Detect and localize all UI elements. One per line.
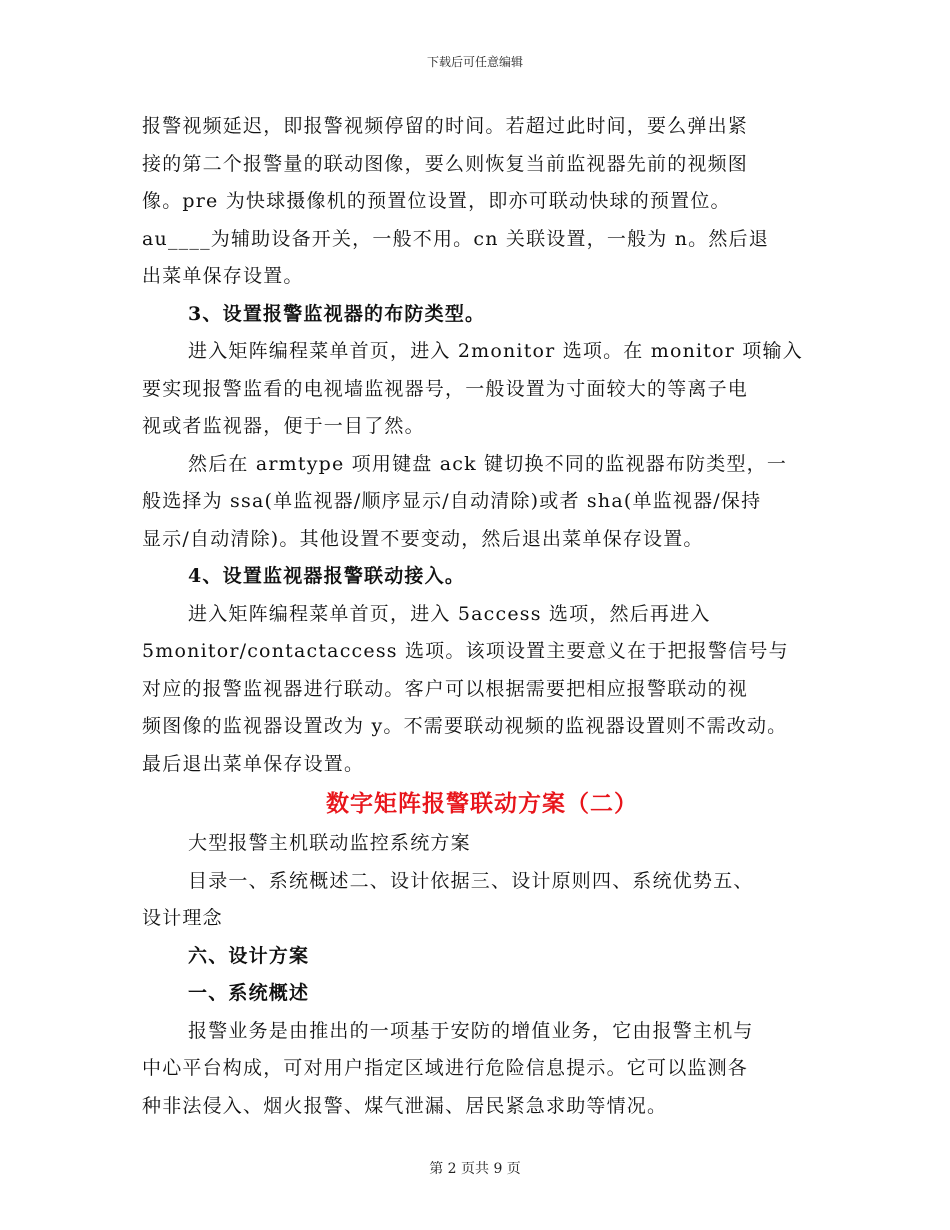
paragraph-line: 然后在 armtype 项用键盘 ack 键切换不同的监视器布防类型，一 xyxy=(188,452,788,475)
paragraph-line: 像。pre 为快球摄像机的预置位设置，即亦可联动快球的预置位。 xyxy=(142,190,731,212)
paragraph-line: au____为辅助设备开关，一般不用。cn 关联设置，一般为 n。然后退 xyxy=(142,227,769,250)
paragraph-line: 般选择为 ssa(单监视器/顺序显示/自动清除)或者 sha(单监视器/保持 xyxy=(142,490,762,512)
page-footer: 第 2 页共 9 页 xyxy=(429,1161,521,1177)
paragraph-line: 视或者监视器，便于一目了然。 xyxy=(142,415,425,437)
section-heading: 六、设计方案 xyxy=(188,944,310,967)
paragraph-line: 出菜单保存设置。 xyxy=(142,265,304,287)
paragraph-line: 报警视频延迟，即报警视频停留的时间。若超过此时间，要么弹出紧 xyxy=(142,115,749,137)
paragraph-line: 对应的报警监视器进行联动。客户可以根据需要把相应报警联动的视 xyxy=(142,677,749,700)
paragraph-line: 频图像的监视器设置改为 y。不需要联动视频的监视器设置则不需改动。 xyxy=(142,715,788,737)
paragraph-line: 设计理念 xyxy=(142,907,223,929)
section-title: 数字矩阵报警联动方案（二） xyxy=(326,790,638,817)
step-heading: 4、设置监视器报警联动接入。 xyxy=(188,565,466,587)
paragraph-line: 接的第二个报警量的联动图像，要么则恢复当前监视器先前的视频图 xyxy=(142,152,749,175)
paragraph-line: 显示/自动清除)。其他设置不要变动，然后退出菜单保存设置。 xyxy=(142,527,704,550)
document-body xyxy=(142,108,832,1125)
section-heading: 一、系统概述 xyxy=(188,982,310,1004)
paragraph-line: 进入矩阵编程菜单首页，进入 5access 选项，然后再进入 xyxy=(188,602,711,625)
paragraph-line: 要实现报警监看的电视墙监视器号，一般设置为寸面较大的等离子电 xyxy=(142,377,749,400)
step-heading: 3、设置报警监视器的布防类型。 xyxy=(188,302,486,325)
paragraph-line: 目录一、系统概述二、设计依据三、设计原则四、系统优势五、 xyxy=(188,869,754,892)
paragraph-line: 大型报警主机联动监控系统方案 xyxy=(188,832,471,854)
paragraph-line: 中心平台构成，可对用户指定区域进行危险信息提示。它可以监测各 xyxy=(142,1057,749,1079)
paragraph-line: 种非法侵入、烟火报警、煤气泄漏、居民紧急求助等情况。 xyxy=(142,1094,668,1117)
paragraph-line: 报警业务是由推出的一项基于安防的增值业务，它由报警主机与 xyxy=(188,1019,754,1042)
paragraph-line: 进入矩阵编程菜单首页，进入 2monitor 选项。在 monitor 项输入 xyxy=(188,340,803,362)
page-header: 下载后可任意编辑 xyxy=(426,55,523,69)
paragraph-line: 最后退出菜单保存设置。 xyxy=(142,752,365,775)
paragraph-line: 5monitor/contactaccess 选项。该项设置主要意义在于把报警信号与 xyxy=(142,640,789,662)
